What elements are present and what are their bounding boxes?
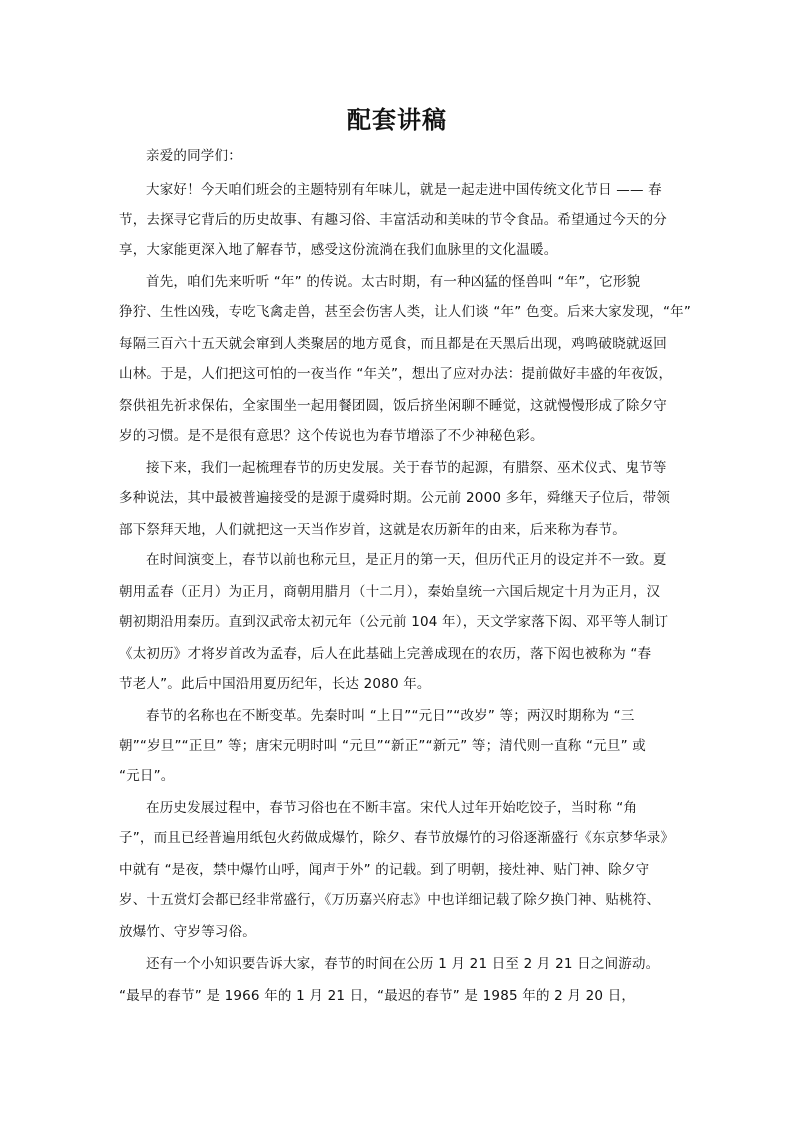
text-line: 亲爱的同学们： (146, 148, 242, 164)
text-line: 祭供祖先祈求保佑，全家围坐一起用餐团圆，饭后挤坐闲聊不睡觉，这就慢慢形成了除夕守 (119, 398, 667, 414)
document-title: 配套讲稿 (347, 105, 447, 134)
text-line: 狰狞、生性凶残，专吃飞禽走兽，甚至会伤害人类，让人们谈 “年” 色变。后来大家发现，“年” (119, 304, 692, 320)
text-line: 朝初期沿用秦历。直到汉武帝太初元年（公元前 104 年），天文学家落下闳、邓平等人制订 (119, 614, 669, 630)
text-line: 大家好！今天咱们班会的主题特别有年味儿，就是一起走进中国传统文化节日 —— 春 (146, 182, 662, 198)
text-line: 首先，咱们先来听听 “年” 的传说。太古时期，有一种凶猛的怪兽叫 “年”，它形貌 (146, 274, 641, 290)
text-line: 每隔三百六十五天就会窜到人类聚居的地方觅食，而且都是在天黑后出现，鸡鸣破晓就返回 (119, 336, 667, 352)
text-line: 放爆竹、守岁等习俗。 (119, 924, 256, 940)
text-line: 朝用孟春（正月）为正月，商朝用腊月（十二月），秦始皇统一六国后规定十月为正月，汉 (119, 584, 661, 600)
text-line: 享，大家能更深入地了解春节，感受这份流淌在我们血脉里的文化温暖。 (119, 242, 558, 258)
text-line: 在时间演变上，春节以前也称元旦，是正月的第一天，但历代正月的设定并不一致。夏 (146, 552, 667, 568)
text-line: 部下祭拜天地，人们就把这一天当作岁首，这就是农历新年的由来，后来称为春节。 (119, 522, 626, 538)
text-line: 在历史发展过程中，春节习俗也在不断丰富。宋代人过年开始吃饺子，当时称 “角 (146, 800, 638, 816)
text-line: 《太初历》才将岁首改为孟春，后人在此基础上完善成现在的农历，落下闳也被称为 “春 (119, 646, 652, 662)
text-line: 朝”“岁旦”“正旦” 等；唐宋元明时叫 “元旦”“新正”“新元” 等；清代则一直称 “元旦” 或 (119, 738, 646, 754)
text-line: 还有一个小知识要告诉大家，春节的时间在公历 1 月 21 日至 2 月 21 日之间游动。 (146, 956, 660, 972)
text-line: “元日”。 (119, 768, 175, 784)
text-line: “最早的春节” 是 1966 年的 1 月 21 日，“最迟的春节” 是 1985 年的 2 月 20 日， (119, 988, 636, 1004)
text-line: 春节的名称也在不断变革。先秦时叫 “上日”“元日”“改岁” 等；两汉时期称为 “三 (146, 708, 635, 724)
text-line: 山林。于是，人们把这可怕的一夜当作 “年关”，想出了应对办法：提前做好丰盛的年夜饭， (119, 366, 673, 382)
text-line: 多种说法，其中最被普遍接受的是源于虞舜时期。公元前 2000 多年，舜继天子位后，带领 (119, 490, 671, 506)
text-line: 节老人”。此后中国沿用夏历纪年，长达 2080 年。 (119, 676, 431, 692)
text-line: 接下来，我们一起梳理春节的历史发展。关于春节的起源，有腊祭、巫术仪式、鬼节等 (146, 460, 667, 476)
text-line: 节，去探寻它背后的历史故事、有趣习俗、丰富活动和美味的节令食品。希望通过今天的分 (119, 212, 667, 228)
text-line: 岁的习惯。是不是很有意思？这个传说也为春节增添了不少神秘色彩。 (119, 428, 544, 444)
text-line: 子”，而且已经普遍用纸包火药做成爆竹，除夕、春节放爆竹的习俗逐渐盛行《东京梦华录》 (119, 830, 675, 846)
text-line: 中就有 “是夜，禁中爆竹山呼，闻声于外” 的记载。到了明朝，接灶神、贴门神、除夕守 (119, 862, 650, 878)
text-line: 岁、十五赏灯会都已经非常盛行，《万历嘉兴府志》中也详细记载了除夕换门神、贴桃符、 (119, 892, 661, 908)
